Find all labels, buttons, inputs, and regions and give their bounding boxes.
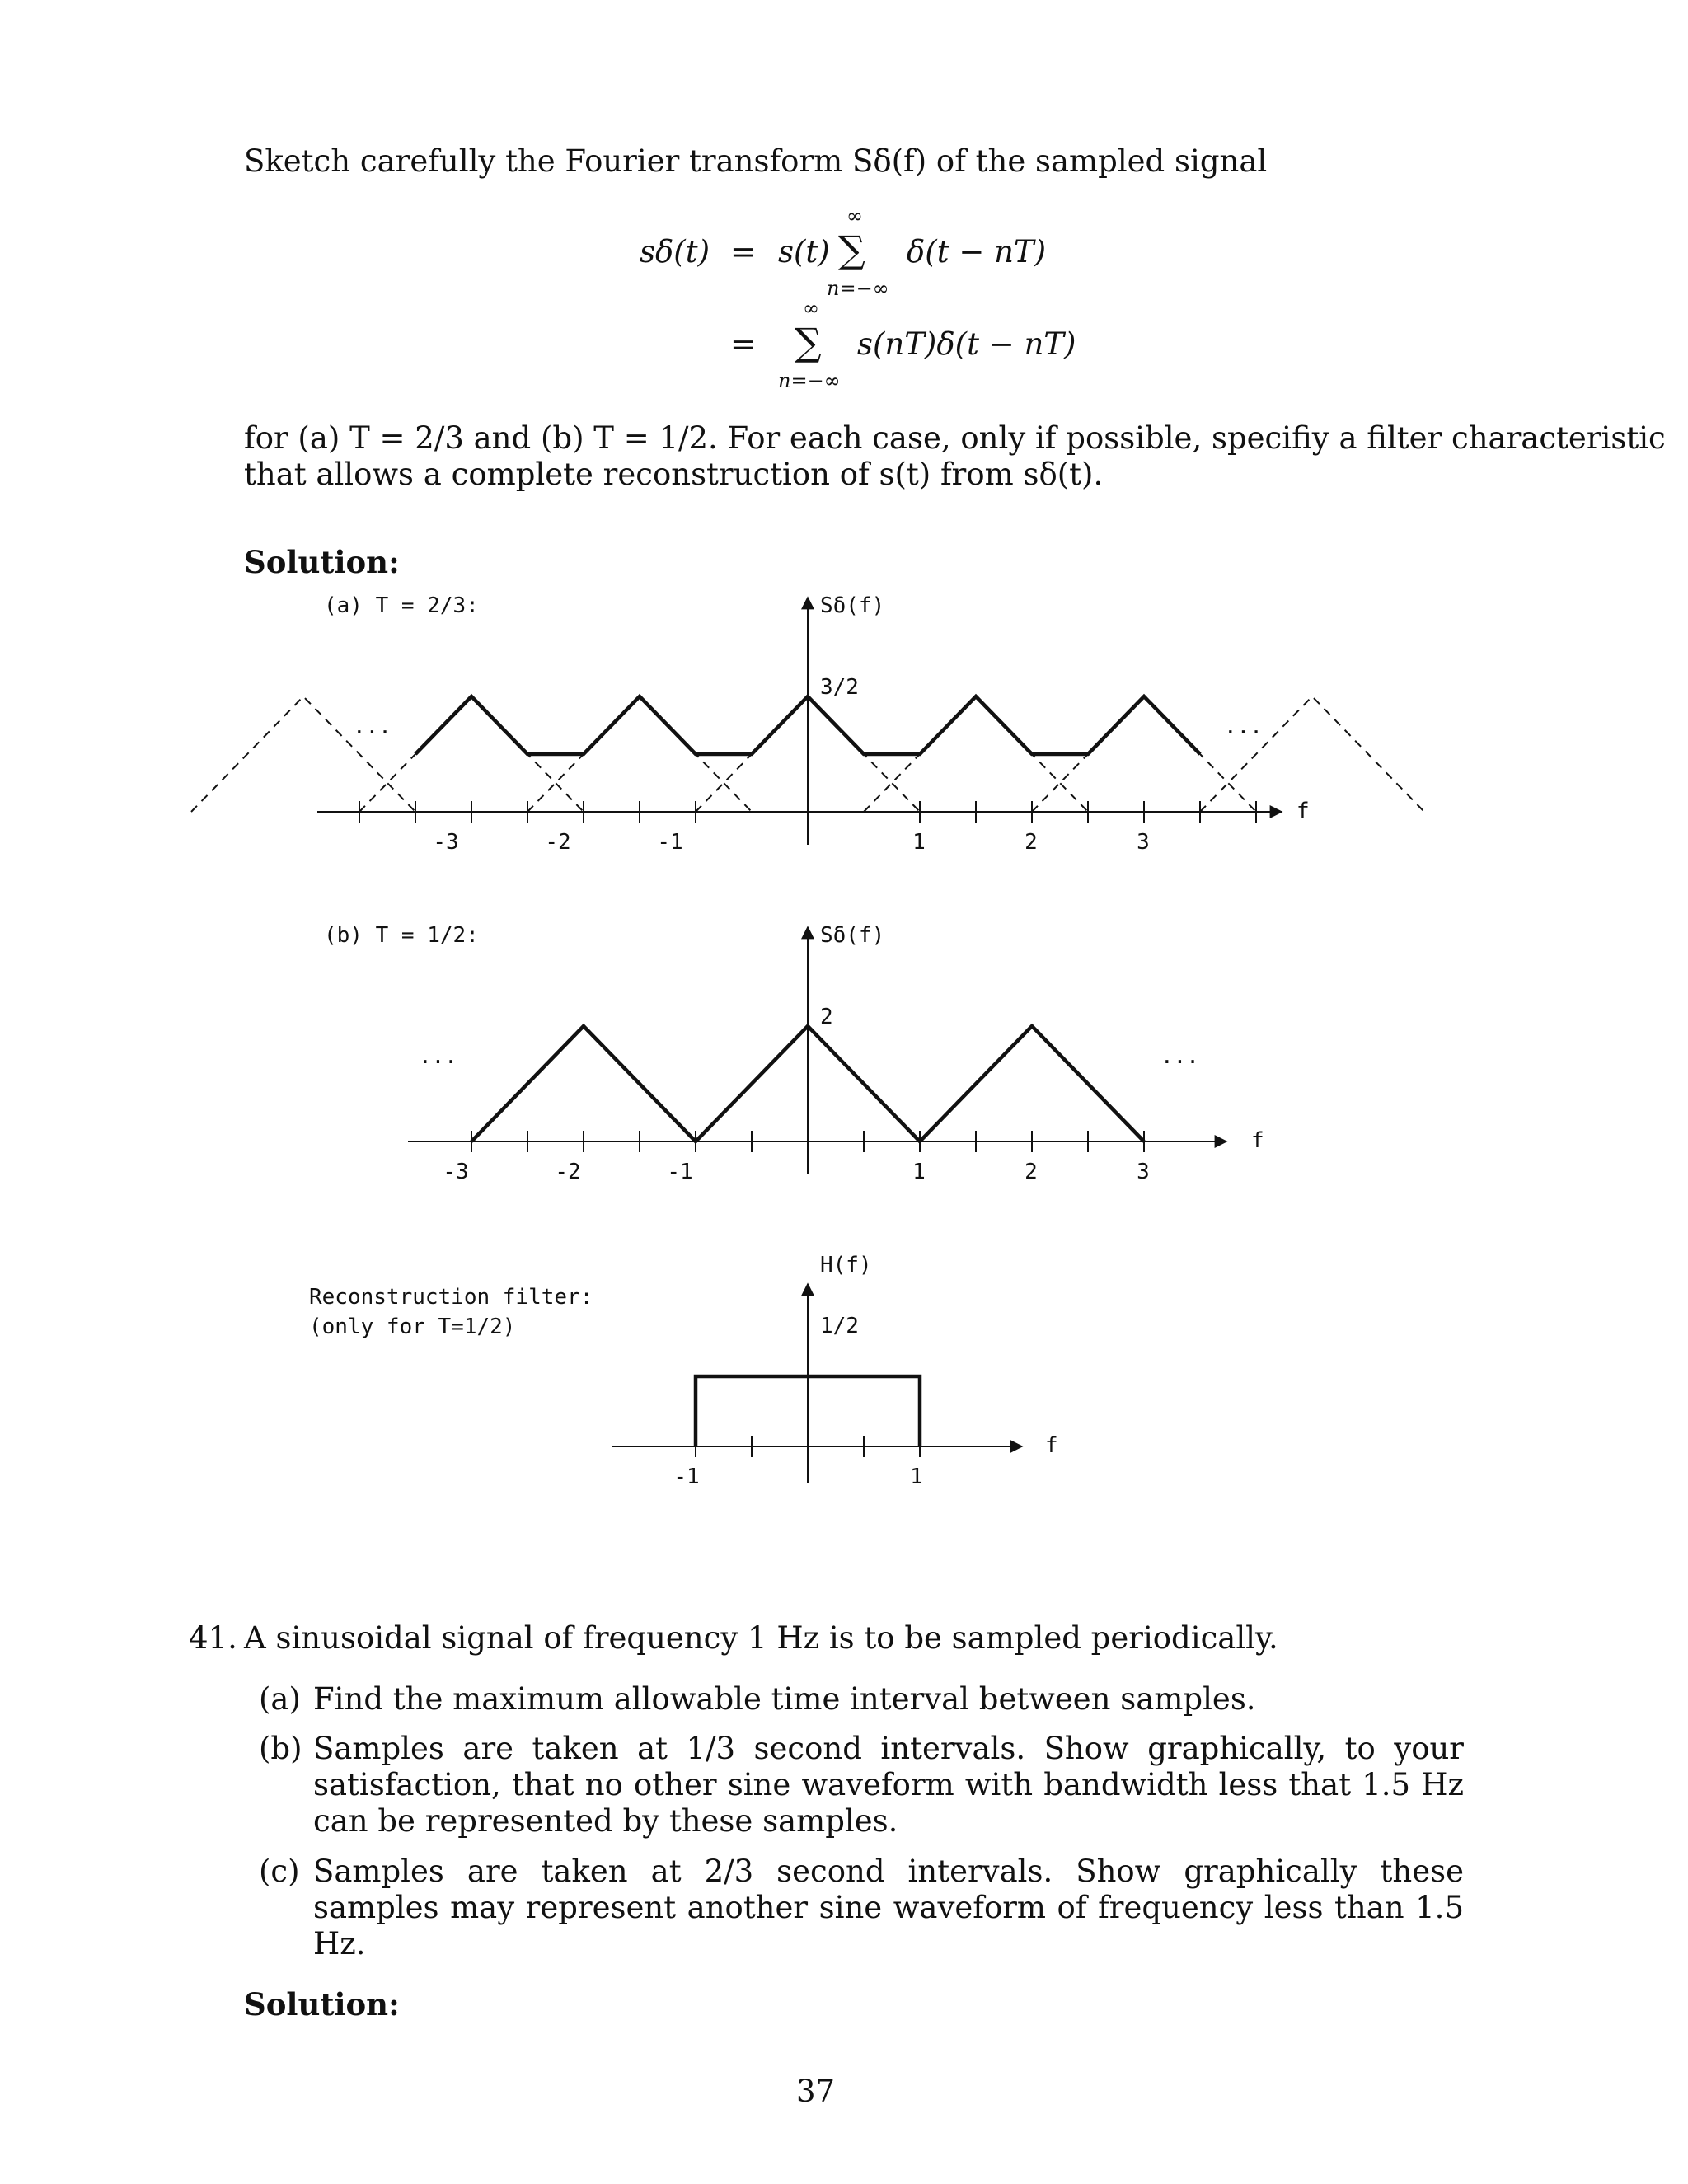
solution-figures (0, 577, 1688, 1525)
item-c-text: Samples are taken at 2/3 second intervals. Show graphically these samples may represent another sine waveform of frequency less than 1.5 Hz. (313, 1854, 1464, 1961)
filter-level-label: 1/2 (820, 1314, 859, 1338)
item-b-text: Samples are taken at 1/3 second intervals. Show graphically, to your satisfaction, that no other sine waveform with bandwidth less that 1.5 Hz can be represented by these samples. (313, 1731, 1464, 1839)
plot-b-caption: (b) T = 1/2: (324, 923, 479, 948)
plot-b-tick-label-2: 2 (1025, 1160, 1038, 1184)
plot-a-ellipsis-left: ... (353, 715, 392, 739)
problem-41-text: A sinusoidal signal of frequency 1 Hz is to be sampled periodically. (244, 1620, 1278, 1656)
intro-line-2: for (a) T = 2/3 and (b) T = 1/2. For each case, only if possible, specifiy a filter characteristic (244, 420, 1666, 456)
solution-heading: Solution: (244, 544, 400, 580)
sum1-lower: n=−∞ (827, 277, 889, 300)
plot-b-ellipsis-left: ... (419, 1044, 457, 1069)
filter-tick-label-neg1: -1 (673, 1465, 700, 1489)
eq-row1-delta: δ(t − nT) (907, 234, 1047, 269)
intro-line-3: that allows a complete reconstruction of s(t) from sδ(t). (244, 457, 1104, 492)
item-c-label: (c) (259, 1854, 300, 1889)
sum2-symbol: ∑ (795, 320, 822, 364)
plot-b-tick-label-neg2: -2 (555, 1160, 581, 1184)
filter-caption-1: Reconstruction filter: (309, 1285, 593, 1310)
eq-row2-rhs: s(nT)δ(t − nT) (857, 326, 1076, 362)
plot-a-tick-label-2: 2 (1025, 830, 1038, 855)
plot-a-caption: (a) T = 2/3: (324, 593, 479, 618)
plot-b-ylabel: Sδ(f) (820, 923, 885, 948)
filter-xlabel: f (1045, 1433, 1058, 1458)
sum1-upper: ∞ (846, 204, 863, 227)
plot-a-tick-label-neg1: -1 (657, 830, 683, 855)
plot-b-peak-label: 2 (820, 1005, 833, 1029)
plot-b-tick-label-neg3: -3 (443, 1160, 469, 1184)
plot-a-replica-0 (191, 696, 415, 812)
problem-41-number: 41. (189, 1620, 237, 1656)
filter-tick-label-1: 1 (910, 1465, 923, 1489)
sum1-symbol: ∑ (838, 227, 865, 272)
filter-ylabel: H(f) (820, 1253, 872, 1277)
plot-a (191, 593, 1424, 855)
filter-plot (309, 1253, 1058, 1489)
page-number: 37 (796, 2074, 836, 2109)
solution-heading-2: Solution: (244, 1986, 400, 2022)
eq-row1-factor: s(t) (778, 234, 830, 269)
plot-a-tick-label-1: 1 (912, 830, 926, 855)
plot-b-tick-label-1: 1 (912, 1160, 926, 1184)
plot-a-peak-label: 3/2 (820, 675, 859, 700)
plot-b-xlabel: f (1251, 1128, 1264, 1153)
plot-a-xlabel: f (1296, 799, 1310, 823)
filter-caption-2: (only for T=1/2) (309, 1315, 516, 1339)
plot-a-ellipsis-right: ... (1224, 715, 1263, 739)
plot-b (324, 923, 1264, 1184)
plot-a-ylabel: Sδ(f) (820, 593, 885, 618)
plot-b-tick-label-neg1: -1 (667, 1160, 693, 1184)
item-a-label: (a) (259, 1681, 301, 1717)
plot-b-tick-label-3: 3 (1137, 1160, 1150, 1184)
plot-a-replica-6 (1200, 696, 1424, 812)
plot-a-tick-label-3: 3 (1137, 830, 1150, 855)
plot-b-ellipsis-right: ... (1160, 1044, 1199, 1069)
eq-equals-2: = (730, 326, 757, 362)
eq-lhs: sδ(t) (640, 234, 710, 269)
intro-line-1: Sketch carefully the Fourier transform Sδ(f) of the sampled signal (244, 143, 1268, 179)
sum2-lower: n=−∞ (778, 369, 841, 392)
item-b-label: (b) (259, 1731, 302, 1766)
plot-a-tick-label-neg3: -3 (433, 830, 459, 855)
eq-equals-1: = (730, 234, 757, 269)
sum2-upper: ∞ (803, 297, 819, 320)
plot-a-tick-label-neg2: -2 (545, 830, 571, 855)
item-a-text: Find the maximum allowable time interval between samples. (313, 1681, 1256, 1717)
